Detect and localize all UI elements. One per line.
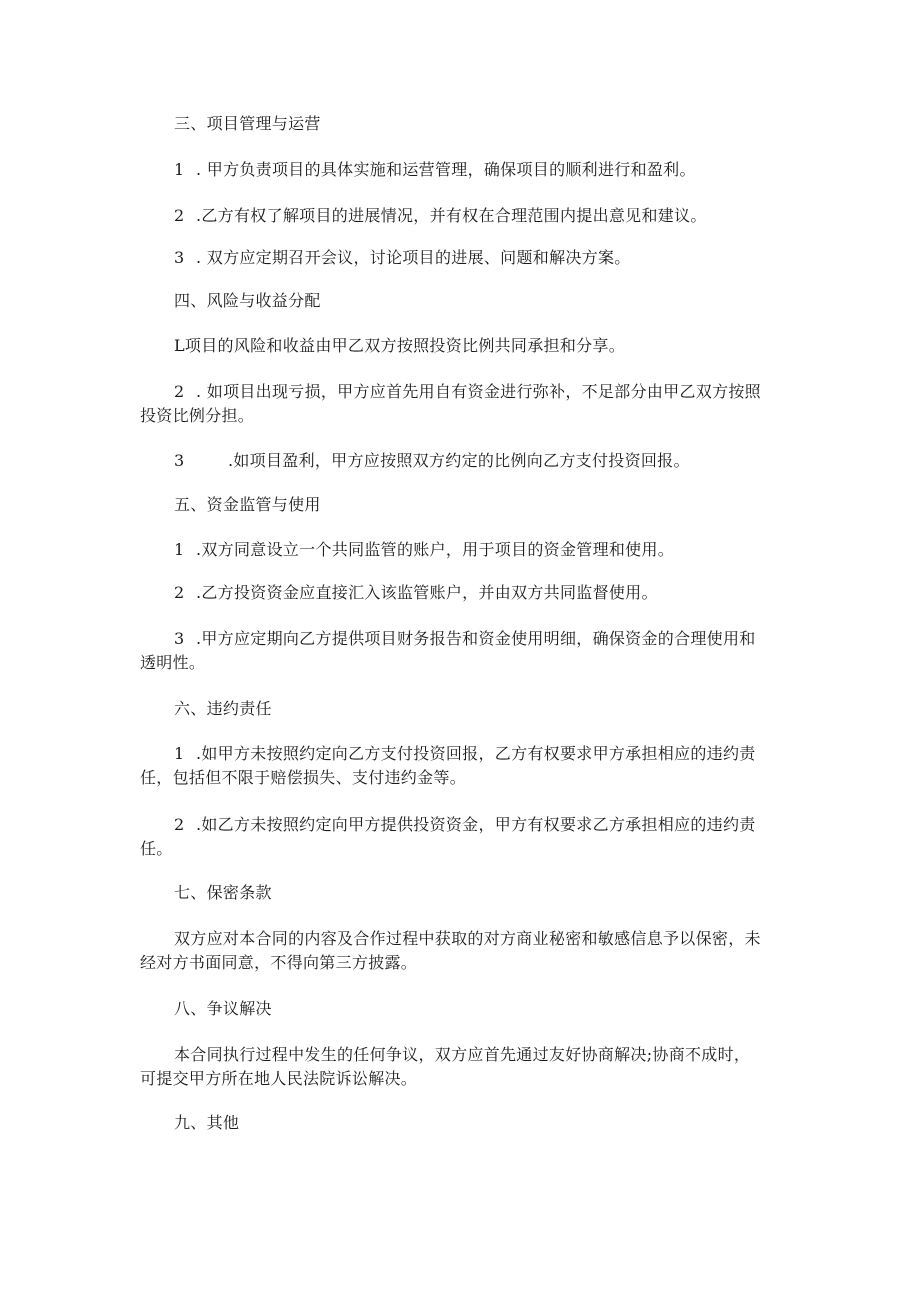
clause-continuation: 任。: [140, 839, 173, 858]
clause-text: . 甲方负责项目的具体实施和运营管理，确保项目的顺利进行和盈利。: [196, 160, 696, 179]
clause-continuation: 投资比例分担。: [140, 406, 255, 425]
clause: [174, 535, 834, 565]
clause-number: 2: [174, 206, 185, 225]
clause-text: L项目的风险和收益由甲乙双方按照投资比例共同承担和分享。: [174, 336, 626, 355]
clause-number: 1: [174, 160, 185, 179]
section-heading: 九、其他: [174, 1113, 240, 1132]
clause-number: 3: [174, 629, 185, 648]
clause-text: .如乙方未按照约定向甲方提供投资资金，甲方有权要求乙方承担相应的违约责: [196, 815, 756, 834]
clause-text: . 如项目出现亏损，甲方应首先用自有资金进行弥补，不足部分由甲乙双方按照: [196, 382, 761, 401]
section-heading: 六、违约责任: [174, 699, 272, 718]
clause-number: 3: [174, 451, 185, 470]
clause-number: 1: [174, 540, 185, 559]
section-heading: 三、项目管理与运营: [174, 114, 321, 133]
clause-number: 2: [174, 382, 185, 401]
clause-number: 2: [174, 815, 185, 834]
clause-text: .乙方投资资金应直接汇入该监管账户，并由双方共同监督使用。: [196, 583, 658, 602]
clause: [174, 201, 834, 231]
clause-continuation: 透明性。: [140, 653, 206, 672]
clause-text: . 双方应定期召开会议，讨论项目的进展、问题和解决方案。: [196, 248, 631, 267]
paragraph: 本合同执行过程中发生的任何争议，双方应首先通过友好协商解决;协商不成时，: [174, 1045, 751, 1064]
clause-text: .双方同意设立一个共同监管的账户，用于项目的资金管理和使用。: [196, 540, 675, 559]
clause-number: 3: [174, 248, 185, 267]
section-heading: 五、资金监管与使用: [174, 495, 321, 514]
clause-continuation: 任，包括但不限于赔偿损失、支付违约金等。: [140, 768, 467, 787]
clause-text: .乙方有权了解项目的进展情况，并有权在合理范围内提出意见和建议。: [196, 206, 707, 225]
clause: [174, 446, 834, 476]
clause-number: 2: [174, 583, 185, 602]
clause-number: 1: [174, 744, 185, 763]
section-heading: 八、争议解决: [174, 999, 272, 1018]
clause-text: .如甲方未按照约定向乙方支付投资回报，乙方有权要求甲方承担相应的违约责: [196, 744, 756, 763]
clause-text: .如项目盈利，甲方应按照双方约定的比例向乙方支付投资回报。: [228, 451, 690, 470]
section-heading: 七、保密条款: [174, 883, 272, 902]
paragraph-continuation: 经对方书面同意，不得向第三方披露。: [140, 953, 418, 972]
clause: [174, 243, 834, 273]
paragraph: 双方应对本合同的内容及合作过程中获取的对方商业秘密和敏感信息予以保密，未: [174, 929, 761, 948]
paragraph-continuation: 可提交甲方所在地人民法院诉讼解决。: [140, 1069, 418, 1088]
clause: [174, 578, 834, 608]
section-heading: 四、风险与收益分配: [174, 291, 321, 310]
clause: [174, 155, 834, 185]
clause-text: .甲方应定期向乙方提供项目财务报告和资金使用明细，确保资金的合理使用和: [196, 629, 756, 648]
